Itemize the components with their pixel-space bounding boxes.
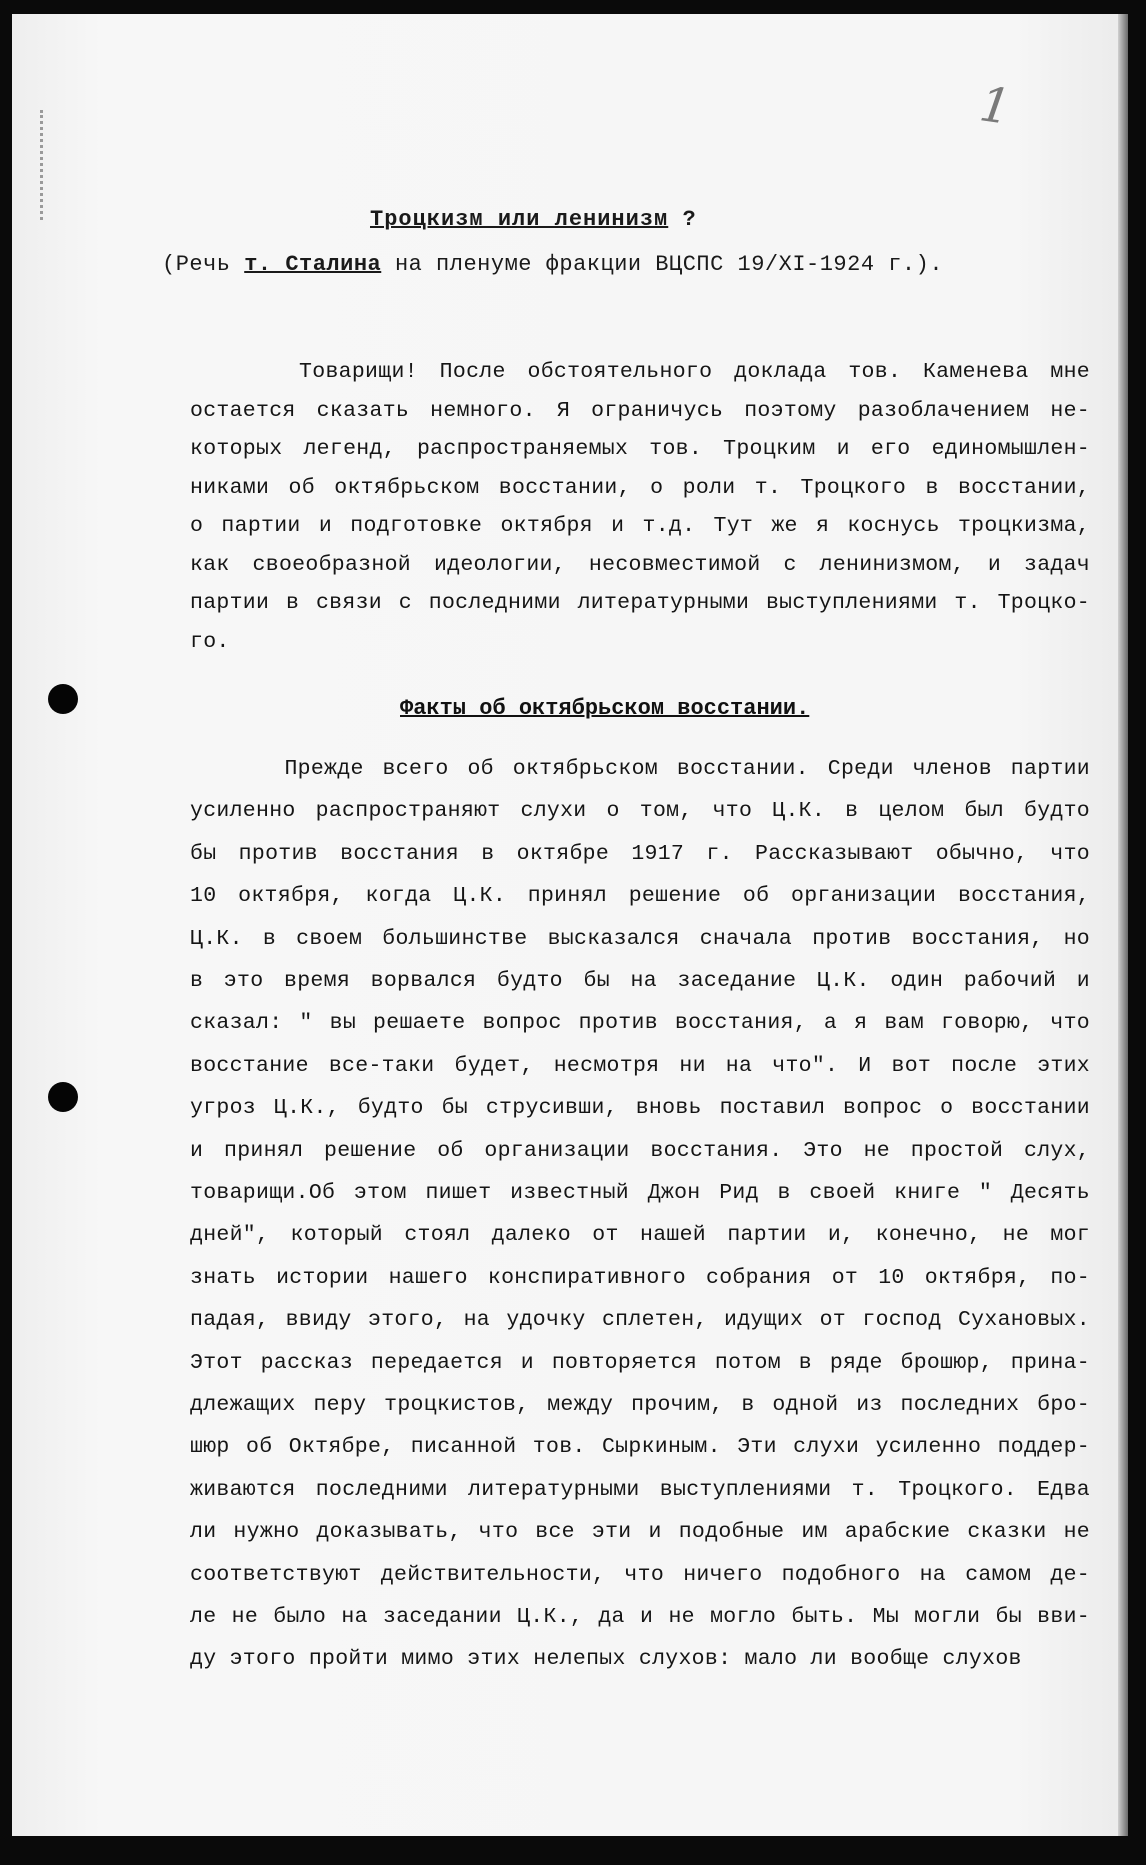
text-line: усиленно распространяют слухи о том, что Ц.К. в целом был будто: [190, 799, 1090, 824]
page-edge-shadow: [1118, 14, 1128, 1836]
text-line: никами об октябрьском восстании, о роли т. Троцкого в восстании,: [190, 475, 1090, 500]
text-line: 10 октября, когда Ц.К. принял решение об организации восстания,: [190, 884, 1090, 909]
text-line: остается сказать немного. Я ограничусь поэтому разоблачением не-: [190, 398, 1090, 423]
handwritten-page-number: 1: [976, 76, 1015, 136]
text-line: Прежде всего об октябрьском восстании. Среди членов партии: [190, 757, 1090, 781]
text-line: восстание все-таки будет, несмотря ни на что". И вот после этих: [190, 1053, 1090, 1078]
text-line: о партии и подготовке октября и т.д. Тут же я коснусь троцкизма,: [190, 514, 1090, 538]
text-line: Ц.К. в своем большинстве высказался сначала против восстания, но: [190, 926, 1090, 951]
document-title: [370, 207, 697, 232]
text-line: которых легенд, распространяемых тов. Троцким и его единомышлен-: [190, 437, 1090, 461]
subtitle-open: (Речь: [162, 252, 231, 277]
text-line: дней", который стоял далеко от нашей партии и, конечно, не мог: [190, 1223, 1090, 1248]
text-line: угроз Ц.К., будто бы струсивши, вновь поставил вопрос о восстании: [190, 1096, 1090, 1121]
text-line: товарищи.Об этом пишет известный Джон Рид в своей книге " Десять: [190, 1181, 1090, 1205]
text-line: го.: [190, 629, 230, 654]
text-line: ду этого пройти мимо этих нелепых слухов: мало ли вообще слухов: [190, 1647, 1022, 1672]
text-line: живаются последними литературными выступлениями т. Троцкого. Едва: [190, 1477, 1090, 1502]
text-line: партии в связи с последними литературными выступлениями т. Троцко-: [190, 591, 1090, 615]
document-subtitle: [162, 252, 943, 277]
text-line: шюр об Октябре, писанной тов. Сыркиным. Эти слухи усиленно поддер-: [190, 1435, 1090, 1460]
text-line: соответствуют действительности, что ничего подобного на самом де-: [190, 1562, 1090, 1587]
text-line: длежащих перу троцкистов, между прочим, в одной из последних бро-: [190, 1393, 1090, 1417]
text-line: сказал: " вы решаете вопрос против восстания, а я вам говорю, что: [190, 1011, 1090, 1036]
subtitle-rest: на пленуме фракции ВЦСПС 19/XI-1924 г.).: [394, 252, 944, 277]
text-line: Этот рассказ передается и повторяется потом в ряде брошюр, прина-: [190, 1350, 1090, 1375]
text-line: как своеобразной идеологии, несовместимой с ленинизмом, и задач: [190, 552, 1090, 577]
subtitle-speaker: т. Сталина: [244, 252, 382, 277]
section-heading: Факты об октябрьском восстании.: [400, 696, 810, 721]
text-line: знать истории нашего конспиративного собрания от 10 октября, по-: [190, 1265, 1090, 1290]
text-line: бы против восстания в октябре 1917 г. Рассказывают обычно, что: [190, 841, 1090, 866]
text-line: ле не было на заседании Ц.К., да и не могло быть. Мы могли бы вви-: [190, 1605, 1090, 1629]
punch-hole-bottom: [48, 1082, 78, 1112]
text-line: в это время ворвался будто бы на заседание Ц.К. один рабочий и: [190, 969, 1090, 993]
punch-hole-top: [48, 684, 78, 714]
margin-pencil-mark: [40, 110, 57, 220]
text-line: падая, ввиду этого, на удочку сплетен, идущих от господ Сухановых.: [190, 1308, 1090, 1333]
text-line: Товарищи! После обстоятельного доклада тов. Каменева мне: [190, 360, 1090, 384]
text-line: ли нужно доказывать, что все эти и подобные им арабские сказки не: [190, 1520, 1090, 1545]
title-text: Троцкизм или ленинизм: [370, 207, 669, 232]
text-line: и принял решение об организации восстания. Это не простой слух,: [190, 1138, 1090, 1163]
title-question-mark: ?: [682, 207, 697, 232]
